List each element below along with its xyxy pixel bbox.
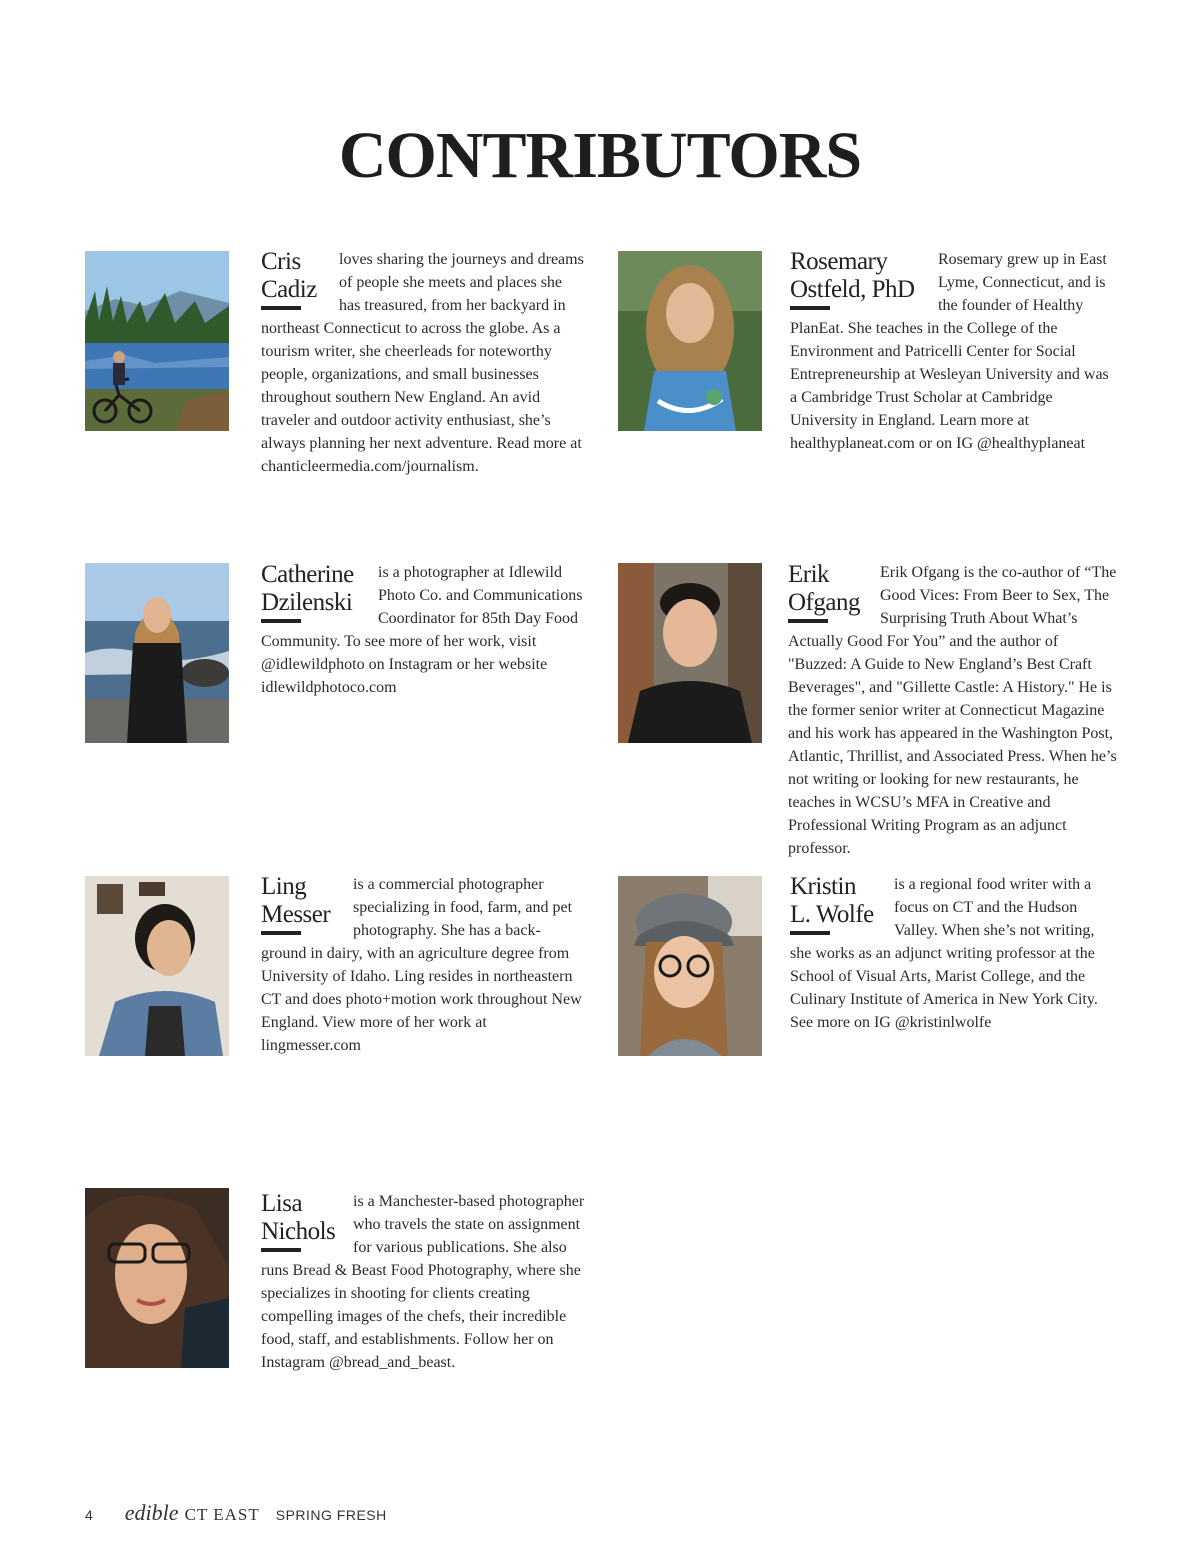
name-underline (261, 931, 301, 935)
beach-portrait-photo (85, 563, 229, 743)
contributor-name: Ling Messer (261, 873, 337, 935)
cyclist-by-lake-photo (85, 251, 229, 431)
page-footer (85, 1500, 387, 1526)
name-underline (261, 306, 301, 310)
contributor-photo-cris-cadiz (85, 251, 229, 431)
contributor-name: Rosemary Ostfeld, PhD (790, 248, 922, 310)
contributor-bio-cris-cadiz (261, 248, 586, 478)
name-underline (790, 306, 830, 310)
name-underline (788, 619, 828, 623)
contributor-name: Kristin L. Wolfe (790, 873, 878, 935)
magazine-brand: edible (124, 1500, 179, 1525)
contributor-photo-erik-ofgang (618, 563, 762, 743)
contributor-photo-catherine-dzilenski (85, 563, 229, 743)
name-underline (261, 619, 301, 623)
bio-text: Erik Ofgang is the co-author of “The Good Vices: From Beer to Sex, The Surprising Truth About What’s Actually Good For You” and the author of "Buzzed: A Guide to New England’s Best Craft Beverages", and "Gillette Castle: A History." He is the former senior writer at Connecticut Magazine and his work has appeared in the Washington Post, Atlantic, Thrillist, and Associated Press. When he’s not writing or looking for new restaurants, he teaches in WCSU’s MFA in Creative and Professional Writing Program as an adjunct professor. (788, 564, 1117, 857)
bio-text: is a photographer at Idlewild Photo Co. and Communications Coordinator for 85th Day Food Community. To see more of her work, visit @idlewildphoto on Instagram or her website idlewildphotoco.com (261, 564, 583, 696)
contributor-photo-ling-messer (85, 876, 229, 1056)
bio-text: loves sharing the journeys and dreams of people she meets and places she has treasured, from her backyard in northeast Connecticut to across the globe. As a tourism writer, she cheerleads for noteworthy people, organizations, and small businesses throughout southern New England. An avid traveler and outdoor activity enthusiast, she’s always planning her next adventure. Read more at chanticleermedia.com/journalism. (261, 251, 584, 475)
name-underline (790, 931, 830, 935)
name-underline (261, 1248, 301, 1252)
contributor-bio-kristin-wolfe (790, 873, 1115, 1034)
portrait-photo (618, 563, 762, 743)
contributor-bio-rosemary-ostfeld (790, 248, 1115, 455)
contributor-name: Erik Ofgang (788, 561, 864, 623)
page-number: 4 (85, 1507, 93, 1523)
bio-text: is a regional food writer with a focus on CT and the Hudson Valley. When she’s not writing, she works as an adjunct writing professor at the School of Visual Arts, Marist College, and the Culinary Institute of America in New York City. See more on IG @kristinlwolfe (790, 876, 1098, 1031)
portrait-photo (618, 251, 762, 431)
contributor-bio-ling-messer (261, 873, 586, 1057)
contributor-photo-rosemary-ostfeld (618, 251, 762, 431)
portrait-photo (85, 876, 229, 1056)
bio-text: is a Manchester-based photographer who travels the state on assignment for various publications. She also runs Bread & Beast Food Photography, where she specializes in shooting for clients creating compelling images of the chefs, their incredible food, staff, and establishments. Follow her on Instagram @bread_and_beast. (261, 1193, 585, 1371)
contributor-bio-erik-ofgang (788, 561, 1118, 860)
bio-text: Rosemary grew up in East Lyme, Connecticut, and is the founder of Healthy PlanEat. She teaches in the College of the Environment and Patricelli Center for Social Entrepreneurship at Wesleyan University and was a Cambridge Trust Scholar at Cambridge University in England. Learn more at healthyplaneat.com or on IG @healthyplaneat (790, 251, 1109, 452)
bio-text: is a commercial photographer specializing in food, farm, and pet photography. She has a back-ground in dairy, with an agriculture degree from University of Idaho. Ling resides in northeastern CT and does photo+motion work throughout New England. View more of her work at lingmesser.com (261, 876, 582, 1054)
contributor-name: Lisa Nichols (261, 1190, 337, 1252)
contributor-name: Catherine Dzilenski (261, 561, 362, 623)
contributor-bio-catherine-dzilenski (261, 561, 586, 699)
portrait-photo (85, 1188, 229, 1368)
contributor-name: Cris Cadiz (261, 248, 323, 310)
page-title: CONTRIBUTORS (338, 119, 862, 192)
portrait-photo (618, 876, 762, 1056)
contributor-photo-lisa-nichols (85, 1188, 229, 1368)
issue-name: SPRING FRESH (275, 1507, 387, 1523)
contributor-bio-lisa-nichols (261, 1190, 589, 1374)
magazine-edition: CT EAST (184, 1505, 260, 1524)
contributor-photo-kristin-wolfe (618, 876, 762, 1056)
